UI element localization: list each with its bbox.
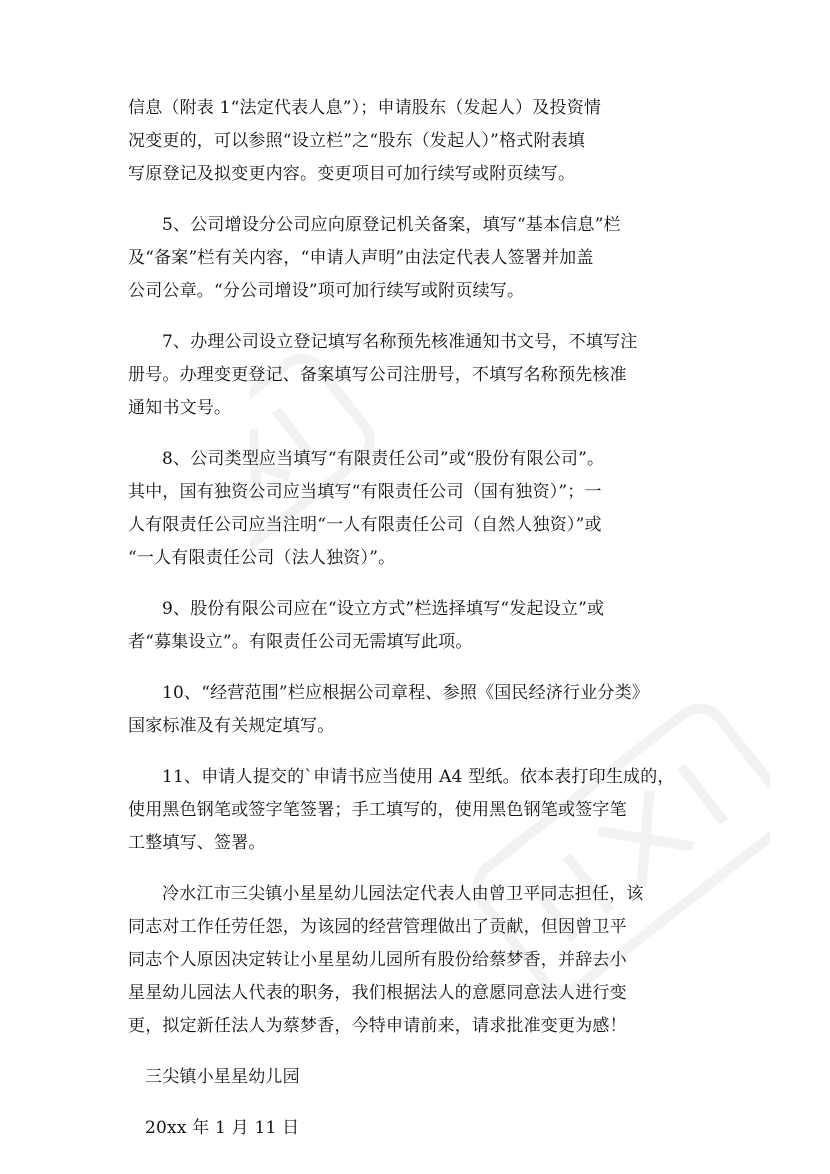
text-line: 通知书文号。 — [128, 398, 232, 418]
text-line: 9、股份有限公司应在“设立方式”栏选择填写“发起设立”或 — [162, 599, 605, 619]
text-line: 况变更的，可以参照“设立栏”之“股东（发起人）”格式附表填 — [128, 131, 586, 151]
paragraph-item-11 — [128, 761, 700, 860]
text-line: 使用黑色钢笔或签字笔签署；手工填写的，使用黑色钢笔或签字笔 — [128, 800, 627, 820]
paragraph-item-8 — [128, 443, 700, 575]
text-line: 册号。办理变更登记、备案填写公司注册号，不填写名称预先核准 — [128, 365, 627, 385]
signature-date: 20xx 年 1 月 11 日 — [145, 1118, 300, 1138]
paragraph-item-7 — [128, 326, 700, 425]
text-line: “一人有限责任公司（法人独资）”。 — [128, 548, 396, 568]
signature-organization: 三尖镇小星星幼儿园 — [145, 1067, 300, 1087]
text-line: 工整填写、签署。 — [128, 833, 266, 853]
text-line: 国家标准及有关规定填写。 — [128, 716, 335, 736]
text-line: 星星幼儿园法人代表的职务，我们根据法人的意愿同意法人进行变 — [128, 983, 627, 1003]
text-line: 写原登记及拟变更内容。变更项目可加行续写或附页续写。 — [128, 164, 576, 184]
text-line: 其中，国有独资公司应当填写“有限责任公司（国有独资）”；一 — [128, 482, 602, 502]
text-line: 冷水江市三尖镇小星星幼儿园法定代表人由曾卫平同志担任，该 — [162, 884, 644, 904]
text-line: 7、办理公司设立登记填写名称预先核准通知书文号，不填写注 — [162, 332, 638, 352]
text-line: 同志对工作任劳任怨，为该园的经营管理做出了贡献，但因曾卫平 — [128, 917, 627, 937]
text-line: 及“备案”栏有关内容，“申请人声明”由法定代表人签署并加盖 — [128, 248, 594, 268]
paragraph-item-5 — [128, 209, 700, 308]
text-line: 11、申请人提交的`申请书应当使用 A4 型纸。依本表打印生成的， — [162, 767, 675, 787]
text-line: 者“募集设立”。有限责任公司无需填写此项。 — [128, 632, 473, 652]
text-line: 5、公司增设分公司应向原登记机关备案，填写“基本信息”栏 — [162, 215, 621, 235]
paragraph-request — [128, 878, 700, 1043]
document-body — [128, 92, 700, 1163]
text-line: 公司公章。“分公司增设”项可加行续写或附页续写。 — [128, 281, 525, 301]
text-line: 10、“经营范围”栏应根据公司章程、参照《国民经济行业分类》 — [162, 683, 650, 703]
text-line: 更，拟定新任法人为蔡梦香，今特申请前来，请求批准变更为感！ — [128, 1016, 627, 1036]
paragraph-item-10 — [128, 677, 700, 743]
paragraph-change-info — [128, 92, 700, 191]
text-line: 同志个人原因决定转让小星星幼儿园所有股份给蔡梦香，并辞去小 — [128, 950, 627, 970]
text-line: 人有限责任公司应当注明“一人有限责任公司（自然人独资）”或 — [128, 515, 602, 535]
paragraph-item-9 — [128, 593, 700, 659]
text-line: 信息（附表 1“法定代表人息”）；申请股东（发起人）及投资情 — [128, 98, 602, 118]
text-line: 8、公司类型应当填写“有限责任公司”或“股份有限公司”。 — [162, 449, 605, 469]
